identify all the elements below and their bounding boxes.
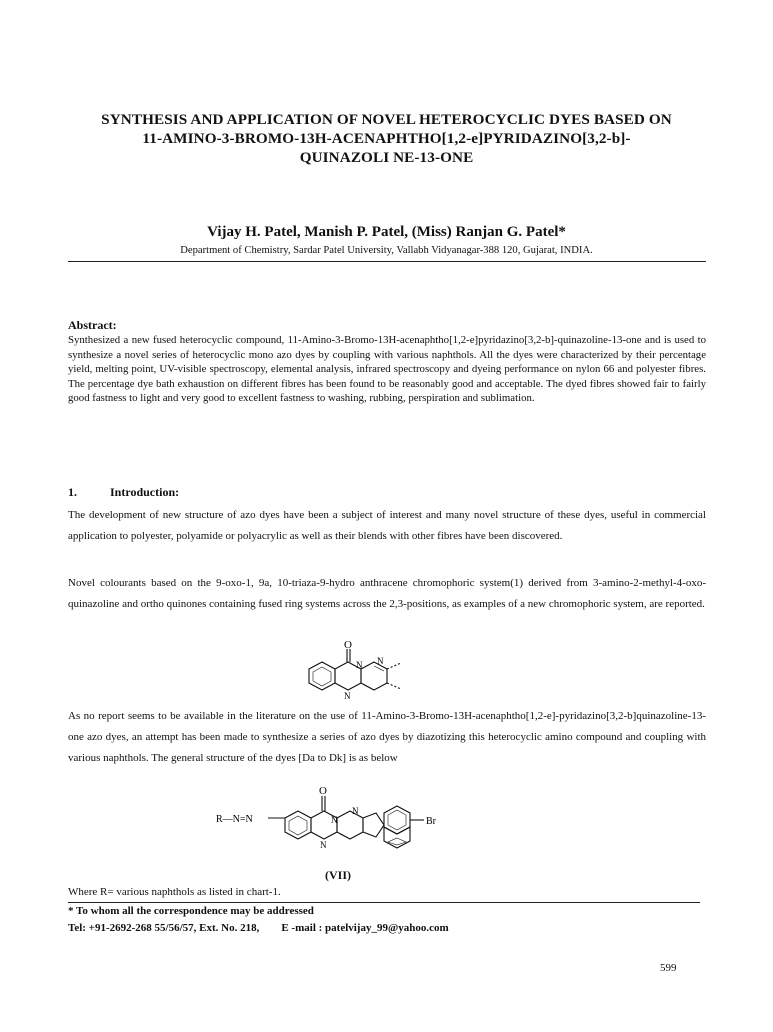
paper-title xyxy=(40,110,733,167)
telephone-text: Tel: +91-2692-268 55/56/57, Ext. No. 218, xyxy=(68,922,260,934)
atom-n-label: N xyxy=(377,656,384,666)
abstract-heading: Abstract: xyxy=(68,318,117,332)
section-title: Introduction: xyxy=(110,485,180,499)
header-divider xyxy=(68,261,706,262)
title-line-3: QUINAZOLI NE-13-ONE xyxy=(299,149,474,166)
intro-paragraph-3: As no report seems to be available in the literature on the use of 11-Amino-3-Bromo-13H-acenaphtho[1,2-e]-pyridazino[3,2-b]quinazoline-13-one azo dyes, an attempt has been made to synthesize a series of azo dyes by diazotizing this heterocyclic amino compound and coupling with various naphthols. The general structure of the dyes [Da to Dk] is as below xyxy=(68,710,706,764)
section-number: 1. xyxy=(68,485,77,499)
contact-line xyxy=(68,922,449,934)
intro-paragraph-2: Novel colourants based on the 9-oxo-1, 9a, 10-triaza-9-hydro anthracene chromophoric system(1) derived from 3-amino-2-methyl-4-oxo-quinazoline and ortho quinones containing fused ring systems across the 2,3-positions, as examples of a new chromophoric system, are reported. xyxy=(68,577,706,610)
where-note: Where R= various naphthols as listed in chart-1. xyxy=(68,886,281,898)
footnote-divider xyxy=(68,902,700,903)
authors: Vijay H. Patel, Manish P. Patel, (Miss) Ranjan G. Patel* xyxy=(207,224,566,240)
atom-o-label: O xyxy=(344,639,352,651)
chemical-structure-1 xyxy=(297,638,437,700)
intro-paragraph-1: The development of new structure of azo dyes have been a subject of interest and many novel structure of these dyes, useful in commercial application to polyester, polyamide or polyacrylic as well as their blends with other fibres have been discovered. xyxy=(68,509,706,542)
atom-n-label: N xyxy=(356,660,363,670)
atom-n-label: N xyxy=(320,840,327,850)
atom-n-label: N xyxy=(352,806,359,816)
chemical-structure-vii xyxy=(216,782,486,870)
abstract-text: Synthesized a new fused heterocyclic compound, 11-Amino-3-Bromo-13H-acenaphtho[1,2-e]pyridazino[3,2-b]-quinazoline-13-one and is used to synthesize a novel series of heterocyclic mono azo dyes by coupling with various naphthols. All the dyes were characterized by their percentage yield, melting point, UV-visible spectroscopy, elemental analysis, infrared spectroscopy and dyeing performance on nylon 66 and polyester fibres. The percentage dye bath exhaustion on different fibres has been found to be reasonably good and acceptable. The dyed fibres showed fair to fairly good fastness to light and very good to excellent fastness to washing, rubbing, perspiration and sublimation. xyxy=(68,334,706,404)
affiliation: Department of Chemistry, Sardar Patel University, Vallabh Vidyanagar-388 120, Gujarat, INDIA. xyxy=(180,245,593,256)
email-text: E -mail : patelvijay_99@yahoo.com xyxy=(281,922,449,934)
section-heading-introduction xyxy=(68,485,179,500)
title-line-2: 11-AMINO-3-BROMO-13H-ACENAPHTHO[1,2-e]PYRIDAZINO[3,2-b]- xyxy=(142,130,631,147)
bromo-substituent-label: Br xyxy=(426,816,436,827)
atom-o-label: O xyxy=(319,785,327,797)
azo-substituent-label: R—N=N xyxy=(216,814,253,825)
atom-n-label: N xyxy=(331,815,338,825)
page-number: 599 xyxy=(660,962,677,974)
correspondence-note: * To whom all the correspondence may be addressed xyxy=(68,905,314,917)
title-line-1: SYNTHESIS AND APPLICATION OF NOVEL HETEROCYCLIC DYES BASED ON xyxy=(101,111,672,128)
atom-n-label: N xyxy=(344,691,351,700)
structure-label: (VII) xyxy=(325,868,351,882)
